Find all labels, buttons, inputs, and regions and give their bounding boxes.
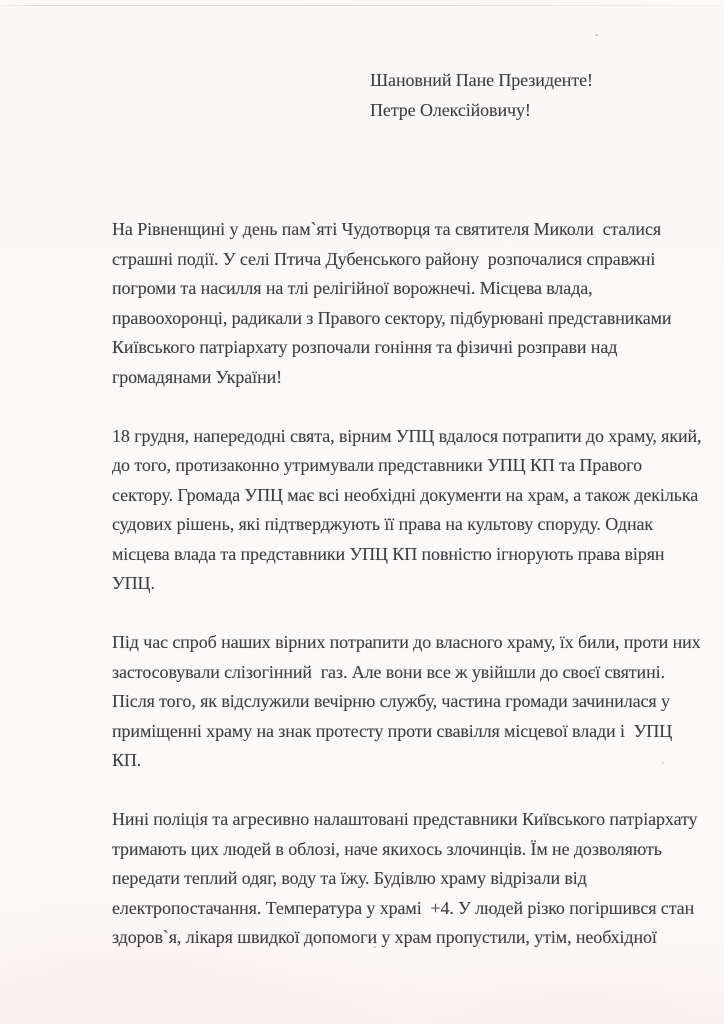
paragraph-line: КП. <box>112 750 142 770</box>
letter-body <box>112 66 708 953</box>
paragraph-line: УПЦ. <box>112 573 155 593</box>
paragraph-protest <box>112 628 708 776</box>
paragraph-line: місцева влада та представники УПЦ КП повністю ігнорують права вірян <box>112 543 665 564</box>
paragraph-line: Після того, як відслужили вечірню службу, частина громади зачинилася у <box>112 691 670 711</box>
paragraph-line: страшні події. У селі Птича Дубенського району розпочалися справжні <box>112 248 656 269</box>
paragraph-line: погроми та насилля на тлі релігійної ворожнечі. Місцева влада, <box>112 278 593 298</box>
salutation-block <box>370 66 708 125</box>
paragraph-church-access <box>112 422 708 599</box>
paragraph-line: Під час спроб наших вірних потрапити до власного храму, їх били, проти них <box>112 632 701 652</box>
scan-speck <box>662 762 664 764</box>
paragraph-line: На Рівненщині у день пам`яті Чудотворця та святителя Миколи сталися <box>112 219 662 239</box>
paragraph-siege-conditions <box>112 805 708 953</box>
paragraph-line: Київського патріархату розпочали гоніння та фізичні розправи над <box>112 337 618 357</box>
scan-speck <box>373 946 376 948</box>
paragraph-events-rivne <box>112 215 708 392</box>
paragraph-line: громадянами України! <box>112 366 283 387</box>
paragraph-line: сектору. Громада УПЦ має всі необхідні документи на храм, а також декілька <box>112 484 699 505</box>
paragraph-line: Нині поліція та агресивно налаштовані представники Київського патріархату <box>112 809 698 829</box>
scan-top-edge-artifact <box>0 5 724 6</box>
scan-speck <box>595 34 598 36</box>
paragraph-line: правоохоронці, радикали з Правого сектору, підбурювані представниками <box>112 307 672 328</box>
paragraph-line: до того, протизаконно утримували представники УПЦ КП та Правого <box>112 455 643 475</box>
salutation-line: Петре Олексійовичу! <box>370 99 531 120</box>
paragraph-line: передати теплий одяг, воду та їжу. Будівлю храму відрізали від <box>112 868 587 888</box>
paragraph-line: здоров`я, лікаря швидкої допомоги у храм пропустили, утім, необхідної <box>112 927 657 947</box>
paragraph-line: 18 грудня, напередодні свята, вірним УПЦ вдалося потрапити до храму, який, <box>112 425 702 446</box>
paragraph-line: тримають цих людей в облозі, наче якихось злочинців. Їм не дозволяють <box>112 838 662 859</box>
paragraph-line: приміщенні храму на знак протесту проти свавілля місцевої влади і УПЦ <box>112 720 673 741</box>
paragraph-line: електропостачання. Температура у храмі +4. У людей різко погіршився стан <box>112 897 695 918</box>
paragraph-line: судових рішень, які підтверджують її права на культову споруду. Однак <box>112 514 654 534</box>
paragraph-line: застосовували слізогінний газ. Але вони все ж увійшли до своєї святині. <box>112 661 665 682</box>
salutation-line: Шановний Пане Президенте! <box>370 70 593 90</box>
